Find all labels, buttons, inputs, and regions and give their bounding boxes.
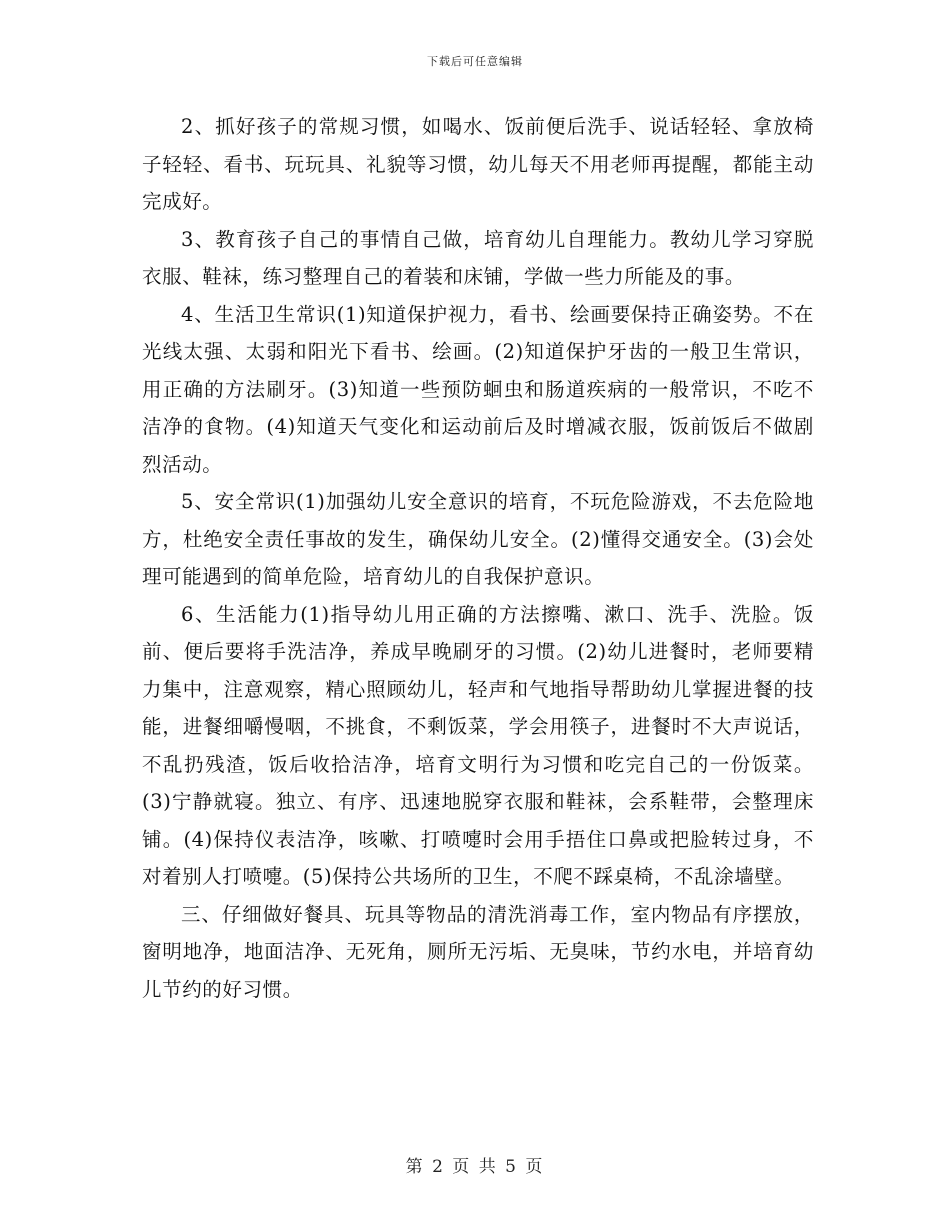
document-body: [142, 108, 814, 1008]
paragraph-safety: 5、安全常识(1)加强幼儿安全意识的培育，不玩危险游戏，不去危险地方，杜绝安全责任事故的发生，确保幼儿安全。(2)懂得交通安全。(3)会处理可能遇到的简单危险，培育幼儿的自我保护意识。: [142, 490, 814, 588]
paragraph-habits: 2、抓好孩子的常规习惯，如喝水、饭前便后洗手、说话轻轻、拿放椅子轻轻、看书、玩玩具、礼貌等习惯，幼儿每天不用老师再提醒，都能主动完成好。: [142, 115, 814, 213]
paragraph-life-skills: 6、生活能力(1)指导幼儿用正确的方法擦嘴、漱口、洗手、洗脸。饭前、便后要将手洗洁净，养成早晚刷牙的习惯。(2)幼儿进餐时，老师要精力集中，注意观察，精心照顾幼儿，轻声和气地指导帮助幼儿掌握进餐的技能，进餐细嚼慢咽，不挑食，不剩饭菜，学会用筷子，进餐时不大声说话，不乱扔残渣，饭后收拾洁净，培育文明行为习惯和吃完自己的一份饭菜。(3)宁静就寝。独立、有序、迅速地脱穿衣服和鞋袜，会系鞋带，会整理床铺。(4)保持仪表洁净，咳嗽、打喷嚏时会用手捂住口鼻或把脸转过身，不对着别人打喷嚏。(5)保持公共场所的卫生，不爬不踩桌椅，不乱涂墙壁。: [142, 602, 814, 888]
paragraph-hygiene: 4、生活卫生常识(1)知道保护视力，看书、绘画要保持正确姿势。不在光线太强、太弱和阳光下看书、绘画。(2)知道保护牙齿的一般卫生常识，用正确的方法刷牙。(3)知道一些预防蛔虫和肠道疾病的一般常识，不吃不洁净的食物。(4)知道天气变化和运动前后及时增减衣服，饭前饭后不做剧烈活动。: [142, 302, 814, 476]
paragraph-self-care: 3、教育孩子自己的事情自己做，培育幼儿自理能力。教幼儿学习穿脱衣服、鞋袜，练习整理自己的着装和床铺，学做一些力所能及的事。: [142, 227, 814, 288]
paragraph-disinfection: 三、仔细做好餐具、玩具等物品的清洗消毒工作，室内物品有序摆放，窗明地净，地面洁净、无死角，厕所无污垢、无臭味，节约水电，并培育幼儿节约的好习惯。: [142, 902, 814, 1001]
page-header: 下载后可任意编辑: [427, 55, 523, 68]
page-footer: 第 2 页 共 5 页: [405, 1157, 545, 1177]
